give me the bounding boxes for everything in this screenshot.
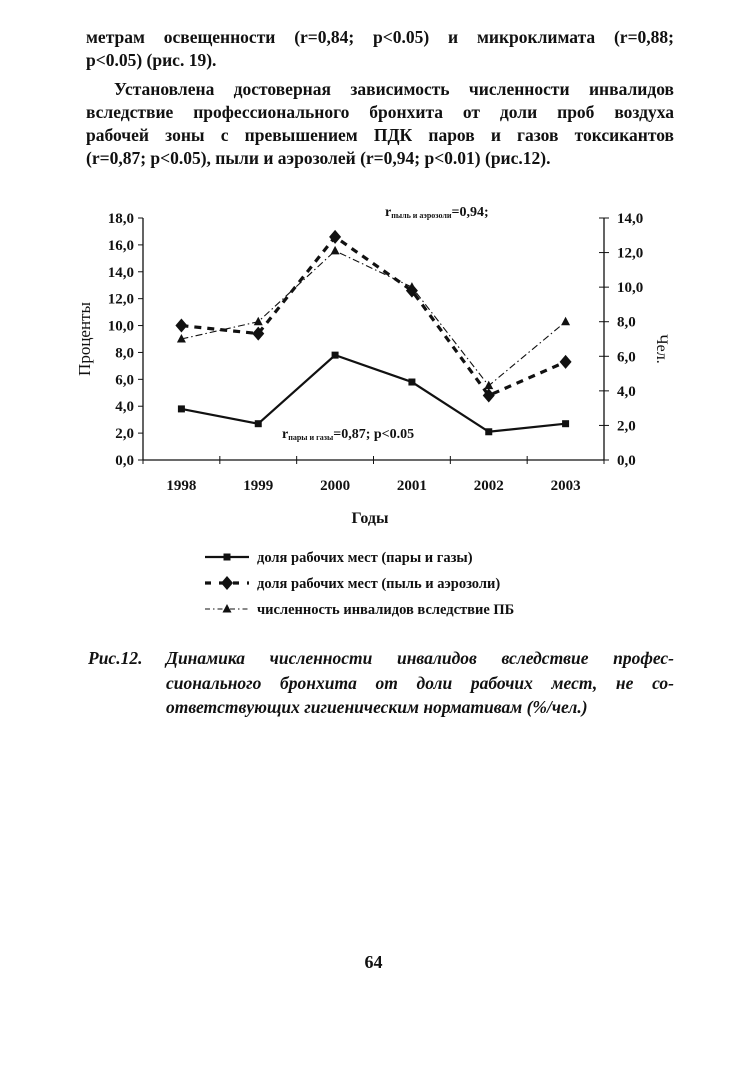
left-tick-label: 6,0 bbox=[115, 372, 134, 389]
left-axis-title: Проценты bbox=[75, 302, 94, 376]
right-axis-title: Чел. bbox=[653, 334, 670, 364]
x-tick-label: 2001 bbox=[396, 478, 427, 494]
series-1-point bbox=[485, 428, 492, 435]
series-1-point bbox=[332, 352, 339, 359]
caption-label: Рис.12. bbox=[88, 648, 143, 668]
legend-entry-label: доля рабочих мест (пары и газы) bbox=[257, 550, 473, 566]
series-1-point bbox=[178, 405, 185, 412]
figure-12-chart bbox=[0, 190, 747, 630]
caption-text bbox=[166, 646, 674, 720]
series-line-3 bbox=[181, 251, 565, 386]
series-2-point bbox=[560, 355, 572, 369]
series-2-point bbox=[175, 319, 187, 333]
left-tick-label: 2,0 bbox=[115, 426, 134, 443]
text-line: (r=0,87; p<0.05), пыли и аэрозолей (r=0,94; p<0.01) (рис.12). bbox=[86, 148, 551, 168]
annotation-dust-aerosols: rпыль и аэрозоли=0,94; bbox=[385, 205, 489, 220]
x-tick-label: 1999 bbox=[243, 478, 274, 494]
legend-entry-label: доля рабочих мест (пыль и аэрозоли) bbox=[257, 576, 501, 592]
series-1-point bbox=[408, 379, 415, 386]
left-tick-label: 4,0 bbox=[115, 399, 134, 416]
x-tick-label: 2002 bbox=[473, 478, 504, 494]
legend-swatch-marker bbox=[224, 554, 231, 561]
series-3-point bbox=[561, 317, 570, 326]
series-2-point bbox=[329, 230, 341, 244]
chart-annotations bbox=[282, 205, 489, 442]
text-line: Установлена достоверная зависимость численности инвалидов bbox=[114, 79, 674, 99]
series-line-1 bbox=[181, 355, 565, 432]
text-line: вследствие профессионального бронхита от доли проб воздуха bbox=[86, 102, 674, 122]
left-tick-label: 8,0 bbox=[115, 345, 134, 362]
series-1-point bbox=[562, 420, 569, 427]
right-tick-label: 0,0 bbox=[617, 453, 636, 469]
page-number: 64 bbox=[364, 952, 383, 972]
right-tick-label: 10,0 bbox=[617, 280, 644, 297]
caption-line: Динамика численности инвалидов вследствие профес- bbox=[166, 648, 674, 668]
left-tick-label: 14,0 bbox=[107, 264, 134, 281]
right-tick-label: 4,0 bbox=[617, 383, 636, 400]
series-3-point bbox=[407, 282, 416, 291]
legend-entry-label: численность инвалидов вследствие ПБ bbox=[257, 602, 515, 618]
x-tick-label: 2003 bbox=[550, 478, 581, 494]
caption-line: сионального бронхита от доли рабочих мест, не со- bbox=[166, 672, 674, 693]
series-line-2 bbox=[181, 237, 565, 396]
left-tick-label: 0,0 bbox=[115, 453, 134, 469]
left-tick-label: 16,0 bbox=[107, 237, 134, 254]
x-tick-label: 1998 bbox=[166, 478, 197, 494]
annotation-vapors-gases: rпары и газы=0,87; p<0.05 bbox=[282, 427, 415, 442]
caption-line: ответствующих гигиеническим нормативам (%/чел.) bbox=[166, 697, 588, 717]
right-tick-label: 2,0 bbox=[617, 418, 636, 435]
right-tick-label: 6,0 bbox=[617, 349, 636, 366]
right-tick-label: 12,0 bbox=[617, 245, 644, 262]
left-tick-label: 18,0 bbox=[107, 211, 134, 227]
legend-swatch-marker bbox=[221, 576, 233, 590]
x-axis-title: Годы bbox=[351, 510, 389, 527]
text-line: p<0.05) (рис. 19). bbox=[86, 50, 217, 70]
series-3-point bbox=[254, 317, 263, 326]
chart-series bbox=[175, 230, 571, 435]
figure-caption bbox=[88, 646, 674, 720]
right-tick-label: 8,0 bbox=[617, 314, 636, 331]
paragraph-2 bbox=[86, 78, 674, 170]
text-line: метрам освещенности (r=0,84; p<0.05) и микроклимата (r=0,88; bbox=[86, 27, 674, 47]
left-tick-label: 10,0 bbox=[107, 318, 134, 335]
chart-legend bbox=[205, 550, 514, 618]
legend-swatch-marker bbox=[223, 604, 232, 613]
series-1-point bbox=[255, 420, 262, 427]
text-line: рабочей зоны с превышением ПДК паров и газов токсикантов bbox=[86, 125, 674, 145]
right-tick-label: 14,0 bbox=[617, 211, 644, 227]
left-tick-label: 12,0 bbox=[107, 291, 134, 308]
paragraph-1 bbox=[86, 26, 674, 72]
x-tick-label: 2000 bbox=[320, 478, 351, 494]
series-3-point bbox=[331, 246, 340, 255]
